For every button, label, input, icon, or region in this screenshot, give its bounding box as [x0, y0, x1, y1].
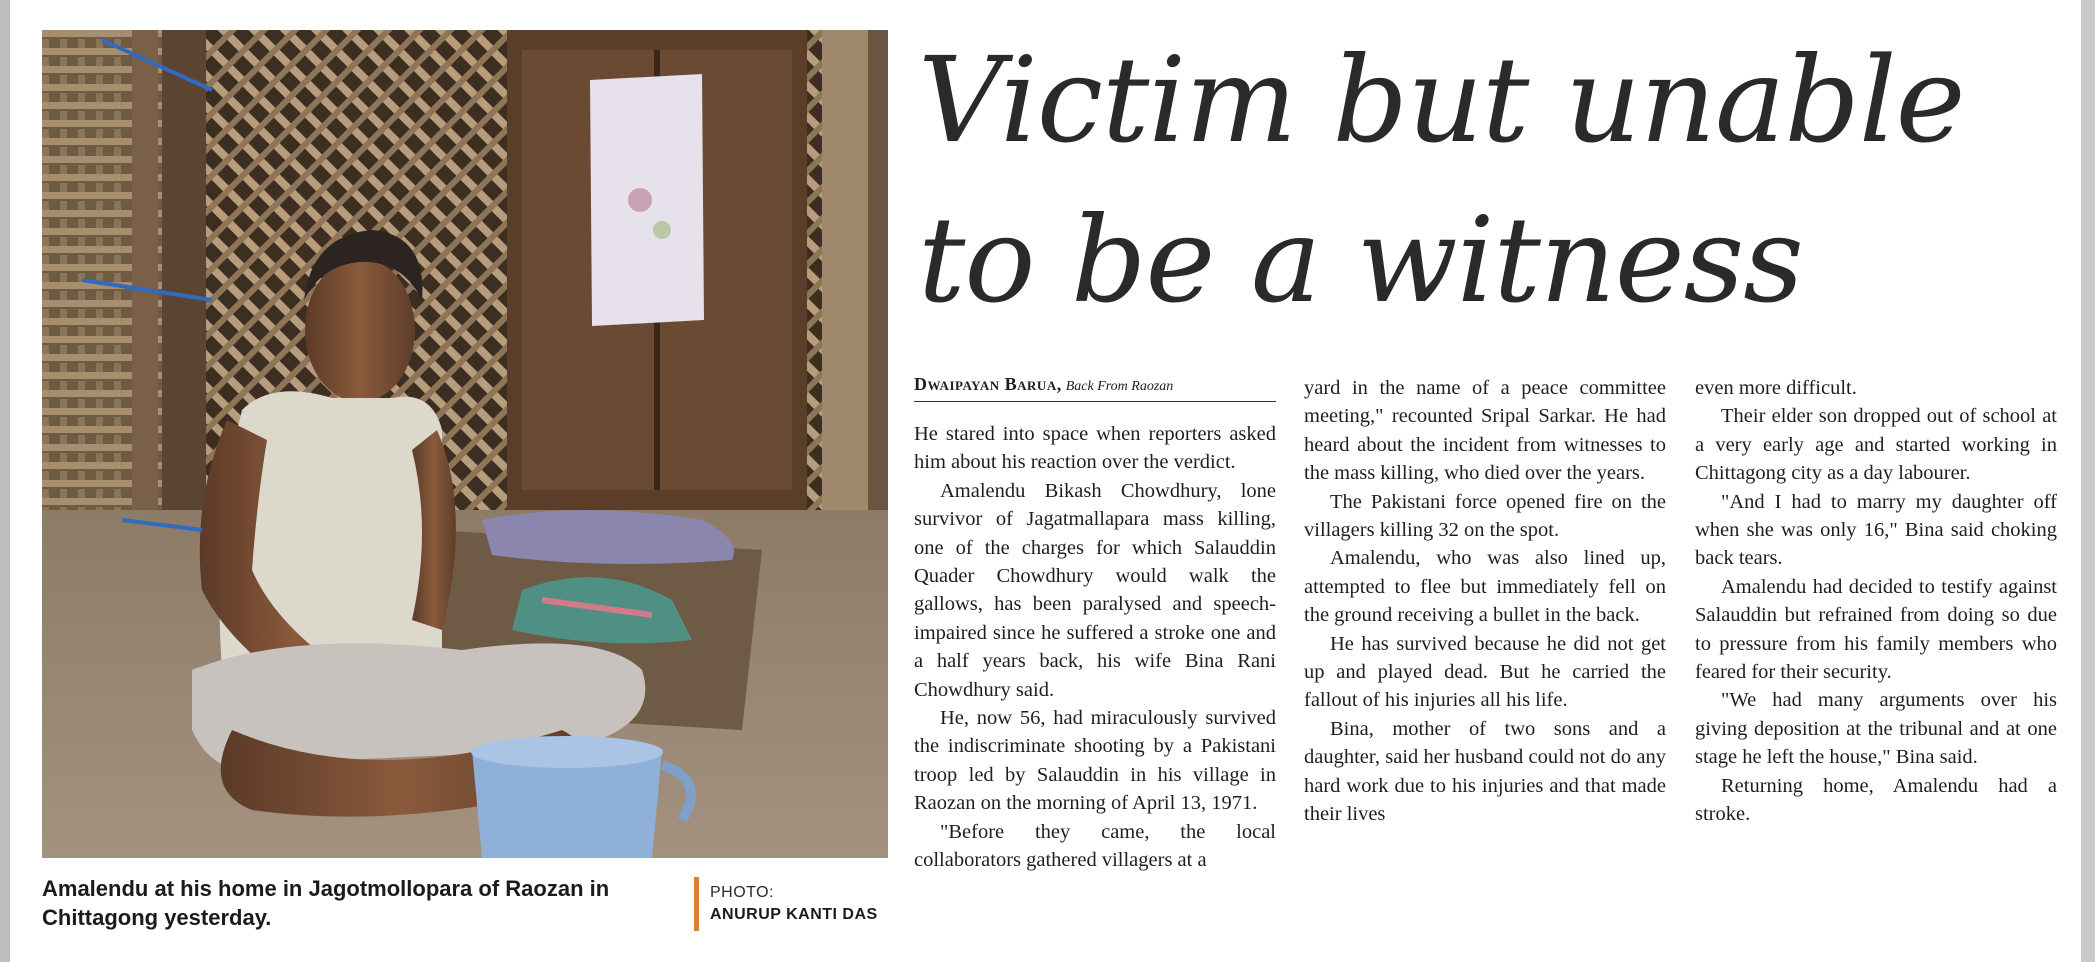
caption-line-1: Amalendu at his home in Jagotmollopara of Raozan in	[42, 876, 610, 901]
paragraph: Amalendu, who was also lined up, attempted to flee but immediately fell on the ground receiving a bullet in the back.	[1304, 547, 1666, 627]
paragraph: Amalendu had decided to testify against Salauddin but refrained from doing so due to pressure from his family members who feared for their security.	[1695, 575, 2057, 684]
scan-border-left	[0, 0, 10, 962]
photo-credit-label: PHOTO:	[710, 884, 775, 901]
news-photo	[42, 30, 888, 858]
paragraph: Amalendu Bikash Chowdhury, lone survivor of Jagatmallapara mass killing, one of the charges for which Salauddin Quader Chowdhury would walk the gallows, has been paralysed and speech-impaired since he suffered a stroke one and a half years back, his wife Bina Rani Chowdhury said.	[914, 479, 1276, 701]
article-column-1	[914, 420, 1276, 875]
photo-illustration	[42, 30, 888, 858]
caption-line-2: Chittagong yesterday.	[42, 905, 272, 930]
paragraph: Returning home, Amalendu had a stroke.	[1695, 774, 2057, 826]
paragraph: "Before they came, the local collaborators gathered villagers at a	[914, 820, 1276, 872]
paragraph: "And I had to marry my daughter off when she was only 16," Bina said choking back tears.	[1695, 490, 2057, 570]
headline-line-2: to be a witness	[918, 191, 1803, 329]
paragraph: "We had many arguments over his giving deposition at the tribunal and at one stage he left the house," Bina said.	[1695, 689, 2057, 769]
paragraph: He stared into space when reporters asked him about his reaction over the verdict.	[914, 423, 1276, 474]
scan-border-right	[2081, 0, 2095, 962]
paragraph: yard in the name of a peace committee meeting," recounted Sripal Sarkar. He had heard about the incident from witnesses to the mass killing, who died over the years.	[1304, 377, 1666, 485]
photo-caption	[42, 874, 682, 932]
paragraph: He, now 56, had miraculously survived the indiscriminate shooting by a Pakistani troop led by Salauddin in his village in Raozan on the morning of April 13, 1971.	[914, 707, 1276, 815]
photo-credit-name: ANURUP KANTI DAS	[710, 906, 878, 923]
byline	[914, 374, 1276, 402]
article-column-3	[1695, 374, 2057, 829]
headline	[918, 20, 2078, 340]
photo-credit-accent-bar	[694, 877, 699, 931]
paragraph: Bina, mother of two sons and a daughter, said her husband could not do any hard work due to his injuries and that made their lives	[1304, 717, 1666, 826]
paragraph: Their elder son dropped out of school at a very early age and started working in Chittagong city as a day labourer.	[1695, 405, 2057, 485]
headline-line-1: Victim but unable	[918, 31, 1965, 169]
paragraph: He has survived because he did not get up and played dead. But he carried the fallout of his injuries all his life.	[1304, 632, 1666, 712]
article-column-2	[1304, 374, 1666, 829]
paragraph: The Pakistani force opened fire on the villagers killing 32 on the spot.	[1304, 490, 1666, 542]
paragraph: even more difficult.	[1695, 377, 1857, 399]
byline-author: Dwaipayan Barua,	[914, 374, 1062, 394]
byline-location: Back From Raozan	[1065, 379, 1174, 394]
